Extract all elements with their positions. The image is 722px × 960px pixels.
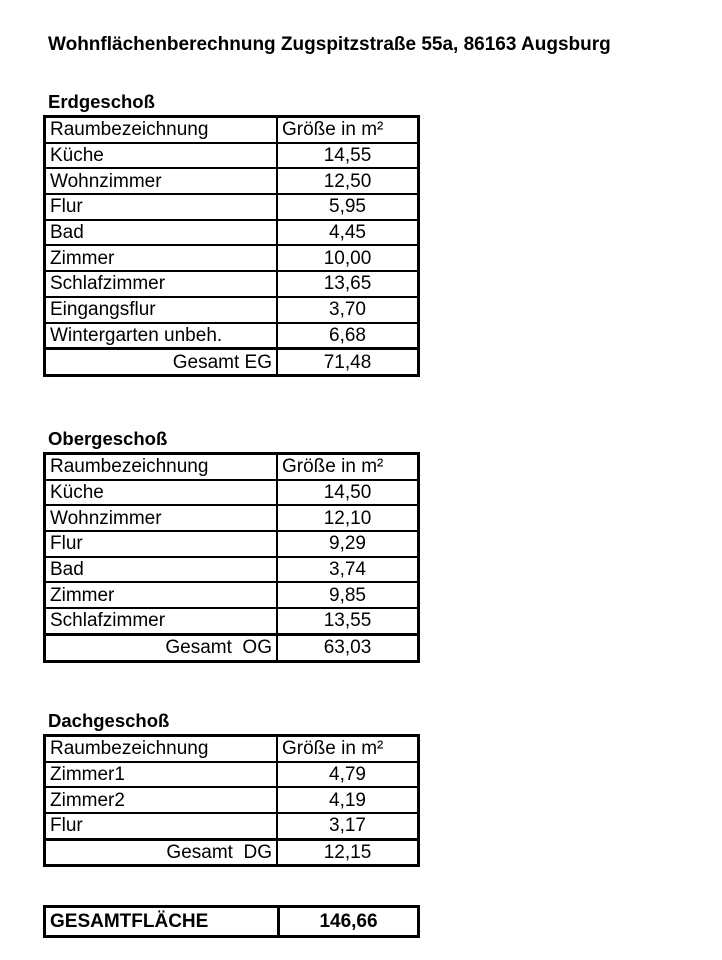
table-row	[45, 143, 419, 169]
section-heading-obergeschoss: Obergeschoß	[48, 428, 168, 449]
grand-total-size: 146,66	[279, 907, 419, 937]
room-size: 3,17	[277, 813, 419, 839]
table-row	[45, 813, 419, 839]
room-size: 14,55	[277, 143, 419, 169]
header-room-size: Größe in m²	[277, 736, 419, 762]
total-size: 12,15	[277, 839, 419, 866]
room-name: Küche	[45, 480, 278, 506]
room-size: 3,70	[277, 297, 419, 323]
header-room-name: Raumbezeichnung	[45, 117, 278, 143]
room-size: 10,00	[277, 245, 419, 271]
room-size: 12,50	[277, 168, 419, 194]
total-row	[45, 349, 419, 376]
table-row	[45, 271, 419, 297]
total-label: Gesamt EG	[45, 349, 278, 376]
document-title: Wohnflächenberechnung Zugspitzstraße 55a, 86163 Augsburg	[48, 34, 611, 55]
room-name: Zimmer	[45, 245, 278, 271]
table-gesamtflaeche	[43, 905, 420, 938]
room-name: Flur	[45, 531, 278, 557]
table-row	[45, 220, 419, 246]
room-name: Schlafzimmer	[45, 608, 278, 634]
room-size: 13,55	[277, 608, 419, 634]
room-name: Wohnzimmer	[45, 505, 278, 531]
room-name: Küche	[45, 143, 278, 169]
room-name: Flur	[45, 813, 278, 839]
grand-total-label: GESAMTFLÄCHE	[45, 907, 279, 937]
room-name: Schlafzimmer	[45, 271, 278, 297]
total-label: Gesamt OG	[45, 634, 278, 661]
table-row	[45, 505, 419, 531]
room-size: 4,79	[277, 762, 419, 788]
room-size: 3,74	[277, 557, 419, 583]
table-row	[45, 245, 419, 271]
room-name: Bad	[45, 220, 278, 246]
room-size: 12,10	[277, 505, 419, 531]
header-room-size: Größe in m²	[277, 117, 419, 143]
section-heading-erdgeschoss: Erdgeschoß	[48, 91, 155, 112]
total-label: Gesamt DG	[45, 839, 278, 866]
total-size: 71,48	[277, 349, 419, 376]
table-row	[45, 168, 419, 194]
table-header-row	[45, 736, 419, 762]
header-room-name: Raumbezeichnung	[45, 736, 278, 762]
room-name: Wohnzimmer	[45, 168, 278, 194]
room-name: Bad	[45, 557, 278, 583]
table-row	[45, 531, 419, 557]
room-name: Zimmer2	[45, 787, 278, 813]
room-size: 14,50	[277, 480, 419, 506]
room-name: Eingangsflur	[45, 297, 278, 323]
table-header-row	[45, 454, 419, 480]
table-row	[45, 557, 419, 583]
room-size: 6,68	[277, 323, 419, 349]
table-row	[45, 762, 419, 788]
table-row	[45, 323, 419, 349]
room-name: Flur	[45, 194, 278, 220]
total-size: 63,03	[277, 634, 419, 661]
room-name: Wintergarten unbeh.	[45, 323, 278, 349]
room-size: 4,19	[277, 787, 419, 813]
table-row	[45, 480, 419, 506]
table-row	[45, 787, 419, 813]
header-room-size: Größe in m²	[277, 454, 419, 480]
table-row	[45, 297, 419, 323]
table-row	[45, 608, 419, 634]
table-header-row	[45, 117, 419, 143]
room-size: 13,65	[277, 271, 419, 297]
room-size: 5,95	[277, 194, 419, 220]
table-row	[45, 194, 419, 220]
header-room-name: Raumbezeichnung	[45, 454, 278, 480]
table-dachgeschoss	[43, 734, 420, 867]
table-row	[45, 582, 419, 608]
total-row	[45, 839, 419, 866]
table-erdgeschoss	[43, 115, 420, 377]
room-name: Zimmer	[45, 582, 278, 608]
room-name: Zimmer1	[45, 762, 278, 788]
table-obergeschoss	[43, 452, 420, 663]
total-row	[45, 634, 419, 661]
room-size: 9,85	[277, 582, 419, 608]
room-size: 4,45	[277, 220, 419, 246]
grand-total-row	[45, 907, 419, 937]
section-heading-dachgeschoss: Dachgeschoß	[48, 710, 170, 731]
room-size: 9,29	[277, 531, 419, 557]
